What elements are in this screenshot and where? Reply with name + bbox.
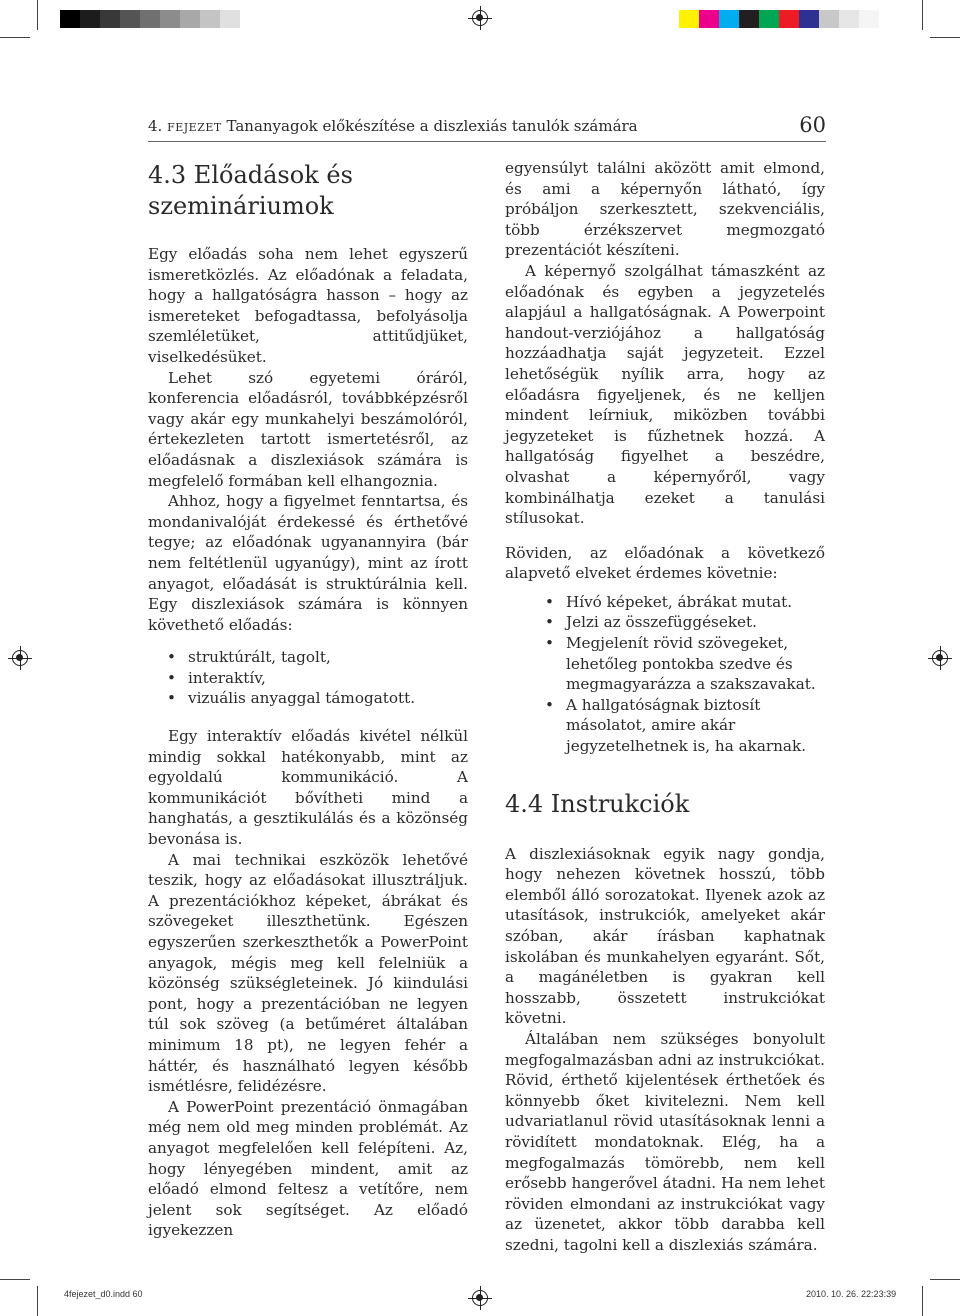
color-swatch <box>100 10 120 28</box>
paragraph: egyensúlyt találni aközött amit elmond, és ami a képernyőn látható, így próbáljon szerkesztett, szekvenciális, több érzékszervet megmozgató prezentációt készíteni. <box>505 159 825 260</box>
color-swatch <box>699 10 719 28</box>
crop-mark <box>922 1286 923 1316</box>
list-item: • Megjelenít rövid szövegeket, lehetőleg pontokba szedve és megmagyarázza a szakszavakat. <box>505 633 825 695</box>
registration-mark-icon <box>472 1290 488 1306</box>
left-column <box>148 160 468 1241</box>
color-swatch <box>180 10 200 28</box>
color-swatch <box>140 10 160 28</box>
list-item: • struktúrált, tagolt, <box>148 647 468 668</box>
chapter-title: Tananyagok előkészítése a diszlexiás tanulók számára <box>226 117 638 135</box>
paragraph: Egy interaktív előadás kivétel nélkül mindig sokkal hatékonyabb, mint az egyoldalú kommunikáció. A kommunikációt bővítheti mind a hanghatás, a gesztikulálás és a közönség bevonása is. <box>148 727 468 849</box>
section-heading-4-3 <box>148 160 468 222</box>
paragraph: Általában nem szükséges bonyolult megfogalmazásban adni az instrukciókat. Rövid, érthető kijelentések érthetőek és könnyebb őket kivitelezni. Nem kell udvariatlanul rövid utasításoknak lenni a rövidített mondatoknak. Elég, ha a megfogalmazás tömörebb, nem kell erősebb hangerővel átadni. Ha nem lehet röviden elmondani az instrukciókat vagy az üzenetet, akkor több darabba kell szedni, tagolni kell a diszlexiás számára. <box>505 1029 825 1254</box>
paragraph: Ahhoz, hogy a figyelmet fenntartsa, és mondanivalóját érdekessé és érthetővé tegye; az előadónak ugyanannyira (bár nem feltétlenül ugyanúgy), mint az írott anyagot, előadását is struktúrálnia kell. Egy diszlexiások számára is könnyen követhető előadás: <box>148 492 468 634</box>
chapter-number: 4. <box>148 117 163 135</box>
crop-mark <box>922 0 923 30</box>
slug-datetime: 2010. 10. 26. 22:23:39 <box>806 1289 897 1299</box>
color-swatch <box>200 10 220 28</box>
crop-mark <box>930 37 960 38</box>
color-swatch <box>120 10 140 28</box>
color-swatch <box>759 10 779 28</box>
color-swatch <box>679 10 699 28</box>
color-swatch <box>160 10 180 28</box>
chapter-heading <box>148 117 638 135</box>
paragraph: Röviden, az előadónak a következő alapvető elveket érdemes követnie: <box>505 543 825 583</box>
section-heading-4-4: 4.4 Instrukciók <box>505 789 690 818</box>
list-item: • vizuális anyaggal támogatott. <box>148 688 468 709</box>
list-item: • Jelzi az összefüggéseket. <box>505 612 825 633</box>
crop-mark <box>37 1286 38 1316</box>
paragraph: A PowerPoint prezentáció önmagában még nem old meg minden problémát. Az anyagot megfelelően kell felépíteni. Az, hogy lényegében mindent, amit az előadó elmond feltesz a vetítőre, nem jelent sok segítséget. Az előadó igyekezzen <box>148 1097 468 1240</box>
color-swatch <box>819 10 839 28</box>
grayscale-calibration-bar <box>60 10 260 28</box>
color-swatch <box>859 10 879 28</box>
color-swatch <box>779 10 799 28</box>
running-header <box>148 113 826 142</box>
color-swatch <box>739 10 759 28</box>
section-heading-line: szemináriumok <box>148 192 334 220</box>
registration-mark-icon <box>12 650 28 666</box>
list-item: • A hallgatóságnak biztosít másolatot, amire akár jegyzetelhetnek is, ha akarnak. <box>505 695 825 757</box>
paragraph: A képernyő szolgálhat támaszként az előadónak és egyben a jegyzetelés alapjául a hallgatóságnak. A Powerpoint handout-verziójához a hallgatóság hozzáadhatja saját jegyzeteit. Ezzel lehetőségük nyílik arra, hogy az előadásra figyeljenek, és ne kelljen mindent leírniuk, miközben további jegyzeteket is fűzhetnek hozzá. A hallgatóság figyelhet a beszédre, olvashat a képernyőről, vagy kombinálhatja ezeket a tanulási stílusokat. <box>505 261 825 528</box>
color-swatch <box>240 10 260 28</box>
paragraph: Lehet szó egyetemi óráról, konferencia előadásról, továbbképzésről vagy akár egy munkahelyi beszámolóról, értekezleten tartott ismertetésről, az előadásnak a diszlexiások számára is megfelelő formában kell elhangoznia. <box>148 368 468 490</box>
paragraph: Egy előadás soha nem lehet egyszerű ismeretközlés. Az előadónak a feladata, hogy a hallgatóságra hasson – hogy az ismereteket befogadtassa, befolyásolja szemléletüket, attitűdjüket, viselkedésüket. <box>148 245 468 366</box>
color-swatch <box>220 10 240 28</box>
color-swatch <box>839 10 859 28</box>
page-number: 60 <box>799 113 826 137</box>
slug-filename: 4fejezet_d0.indd 60 <box>64 1289 143 1299</box>
paragraph: A diszlexiásoknak egyik nagy gondja, hogy nehezen követnek hosszú, több elemből álló sorozatokat. Ilyenek azok az utasítások, instrukciók, amelyeket akár szóban, akár írásban kaphatnak iskolában és munkahelyen egyaránt. Sőt, a magánéletben is gyakran kell hosszabb, összetett instrukciókat követni. <box>505 844 825 1028</box>
crop-mark <box>0 37 30 38</box>
bullet-list <box>505 592 825 757</box>
section-heading-line: 4.3 Előadások és <box>148 161 353 189</box>
registration-mark-icon <box>932 650 948 666</box>
bullet-list <box>148 647 468 709</box>
list-item: • Hívó képeket, ábrákat mutat. <box>505 592 825 613</box>
crop-mark <box>37 0 38 30</box>
color-swatch <box>719 10 739 28</box>
right-column <box>505 158 825 1256</box>
color-swatch <box>799 10 819 28</box>
paragraph: A mai technikai eszközök lehetővé teszik, hogy az előadásokat illusztráljuk. A prezentációkhoz képeket, ábrákat és szövegeket illeszthetünk. Egészen egyszerűen szerkeszthetők a PowerPoint anyagok, mégis meg kell felelniük a közönség szükségleteinek. Jó kiindulási pont, hogy a prezentációban ne legyen túl sok szöveg (a betűméret általában minimum 18 pt), ne legyen fehér a háttér, és használható legyen később ismétlésre, felidézésre. <box>148 850 468 1096</box>
list-item: • interaktív, <box>148 668 468 689</box>
color-swatch <box>80 10 100 28</box>
registration-mark-icon <box>472 10 488 26</box>
color-calibration-bar <box>679 10 879 28</box>
crop-mark <box>930 1279 960 1280</box>
color-swatch <box>60 10 80 28</box>
crop-mark <box>0 1279 30 1280</box>
chapter-word: FEJEZET <box>167 121 222 134</box>
